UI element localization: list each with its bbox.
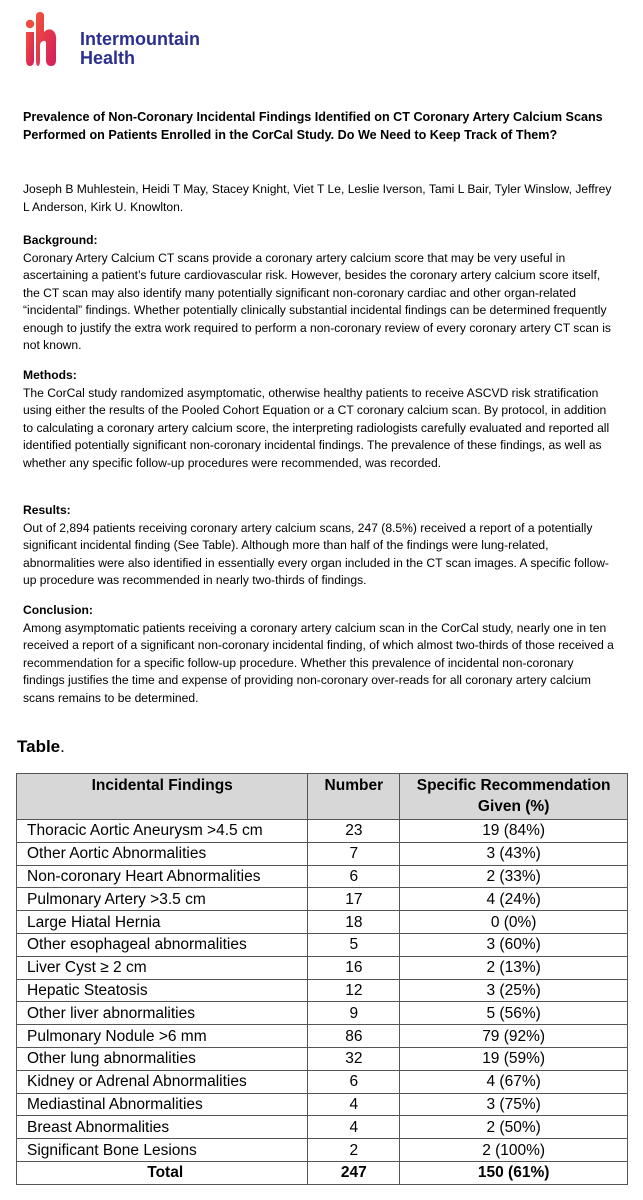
recommendation-cell: 3 (75%) (400, 1093, 628, 1116)
finding-cell: Other lung abnormalities (17, 1047, 308, 1070)
table-row (17, 1047, 628, 1070)
table-row (17, 1025, 628, 1048)
recommendation-cell: 19 (84%) (400, 820, 628, 843)
finding-cell: Other liver abnormalities (17, 1002, 308, 1025)
recommendation-cell: 2 (13%) (400, 956, 628, 979)
logo-brand-line1: Intermountain (80, 29, 200, 49)
number-cell: 32 (308, 1047, 400, 1070)
number-cell: 2 (308, 1139, 400, 1162)
number-cell: 23 (308, 820, 400, 843)
finding-cell: Liver Cyst ≥ 2 cm (17, 956, 308, 979)
finding-cell: Non-coronary Heart Abnormalities (17, 865, 308, 888)
table-row (17, 911, 628, 934)
table-row (17, 888, 628, 911)
recommendation-cell: 2 (33%) (400, 865, 628, 888)
recommendation-cell: 0 (0%) (400, 911, 628, 934)
results-section (23, 502, 618, 590)
number-cell: 5 (308, 933, 400, 956)
number-cell: 7 (308, 842, 400, 865)
recommendation-cell: 79 (92%) (400, 1025, 628, 1048)
number-cell: 17 (308, 888, 400, 911)
table-row (17, 1093, 628, 1116)
header-specific-recommendation: Specific Recommendation Given (%) (400, 774, 628, 820)
methods-heading: Methods: (23, 368, 77, 382)
table-row (17, 979, 628, 1002)
conclusion-section (23, 602, 618, 707)
table-row (17, 842, 628, 865)
finding-cell: Other Aortic Abnormalities (17, 842, 308, 865)
table-caption-punct: . (60, 737, 65, 756)
abstract-title: Prevalence of Non-Coronary Incidental Findings Identified on CT Coronary Artery Calcium Scans Performed on Patients Enrolled in the CorCal Study. Do We Need to Keep Track of Them? (23, 110, 603, 142)
table-caption-label: Table (17, 737, 61, 756)
table-row (17, 1139, 628, 1162)
incidental-findings-table (16, 773, 628, 1185)
table-row (17, 1002, 628, 1025)
finding-cell: Thoracic Aortic Aneurysm >4.5 cm (17, 820, 308, 843)
total-number-cell: 247 (308, 1161, 400, 1184)
recommendation-cell: 19 (59%) (400, 1047, 628, 1070)
background-text: Coronary Artery Calcium CT scans provide a coronary artery calcium score that may be very useful in ascertaining a patient’s future cardiovascular risk. However, besides the coronary artery calcium score itself, the CT scan may also identify many potentially significant non-coronary cardiac and other organ-related “incidental” findings. Whether potentially clinically substantial incidental findings can be determined frequently enough to justify the extra work required to perform a non-coronary review of every coronary artery CT scan is not known. (23, 250, 611, 352)
conclusion-text: Among asymptomatic patients receiving a coronary artery calcium scan in the CorCal study, nearly one in ten received a report of a significant non-coronary incidental finding, of which almost two-thirds of those received a recommendation for a specific follow-up procedure. Whether this prevalence of incidental non-coronary findings justifies the time and expense of providing non-coronary over-reads for all coronary artery calcium scans remains to be determined. (23, 620, 614, 705)
number-cell: 18 (308, 911, 400, 934)
recommendation-cell: 2 (50%) (400, 1116, 628, 1139)
table-row (17, 933, 628, 956)
finding-cell: Pulmonary Artery >3.5 cm (17, 888, 308, 911)
recommendation-cell: 3 (25%) (400, 979, 628, 1002)
results-text: Out of 2,894 patients receiving coronary artery calcium scans, 247 (8.5%) received a report of a potentially significant incidental finding (See Table). Although more than half of the findings were lung-related, abnormalities were also identified in essentially every organ included in the CT scan images. A specific follow-up procedure was recommended in nearly two-thirds of findings. (23, 520, 609, 587)
number-cell: 4 (308, 1093, 400, 1116)
table-total-row (17, 1161, 628, 1184)
recommendation-cell: 4 (67%) (400, 1070, 628, 1093)
recommendation-cell: 5 (56%) (400, 1002, 628, 1025)
total-recommendation-cell: 150 (61%) (400, 1161, 628, 1184)
table-row (17, 1116, 628, 1139)
table-row (17, 956, 628, 979)
number-cell: 86 (308, 1025, 400, 1048)
finding-cell: Breast Abnormalities (17, 1116, 308, 1139)
table-row (17, 1070, 628, 1093)
intermountain-logo-mark-icon (24, 10, 58, 68)
recommendation-cell: 3 (43%) (400, 842, 628, 865)
logo-brand-line2: Health (80, 48, 136, 68)
number-cell: 12 (308, 979, 400, 1002)
background-section (23, 232, 618, 355)
finding-cell: Other esophageal abnormalities (17, 933, 308, 956)
recommendation-cell: 3 (60%) (400, 933, 628, 956)
logo-wordmark (80, 30, 200, 68)
finding-cell: Kidney or Adrenal Abnormalities (17, 1070, 308, 1093)
table-row (17, 820, 628, 843)
table-caption (17, 737, 65, 757)
table-header-row (17, 774, 628, 820)
header-incidental-findings: Incidental Findings (17, 774, 308, 820)
results-heading: Results: (23, 503, 71, 517)
table-row (17, 865, 628, 888)
table-body (17, 820, 628, 1185)
number-cell: 6 (308, 1070, 400, 1093)
number-cell: 9 (308, 1002, 400, 1025)
methods-text: The CorCal study randomized asymptomatic, otherwise healthy patients to receive ASCVD risk stratification using either the results of the Pooled Cohort Equation or a CT coronary calcium scan. By protocol, in addition to calculating a coronary artery calcium score, the interpreting radiologists carefully evaluated and reported all identified potentially significant non-coronary incidental findings. The prevalence of these findings, as well as whether any specific follow-up procedures were recommended, was recorded. (23, 385, 610, 470)
finding-cell: Hepatic Steatosis (17, 979, 308, 1002)
header-number: Number (308, 774, 400, 820)
number-cell: 6 (308, 865, 400, 888)
background-heading: Background: (23, 233, 98, 247)
total-label-cell: Total (17, 1161, 308, 1184)
finding-cell: Large Hiatal Hernia (17, 911, 308, 934)
methods-section (23, 367, 618, 472)
finding-cell: Significant Bone Lesions (17, 1139, 308, 1162)
recommendation-cell: 2 (100%) (400, 1139, 628, 1162)
recommendation-cell: 4 (24%) (400, 888, 628, 911)
intermountain-health-logo (24, 10, 224, 70)
finding-cell: Pulmonary Nodule >6 mm (17, 1025, 308, 1048)
author-list: Joseph B Muhlestein, Heidi T May, Stacey Knight, Viet T Le, Leslie Iverson, Tami L Bair, Tyler Winslow, Jeffrey L Anderson, Kirk U. Knowlton. (23, 182, 612, 214)
number-cell: 4 (308, 1116, 400, 1139)
conclusion-heading: Conclusion: (23, 603, 93, 617)
number-cell: 16 (308, 956, 400, 979)
finding-cell: Mediastinal Abnormalities (17, 1093, 308, 1116)
